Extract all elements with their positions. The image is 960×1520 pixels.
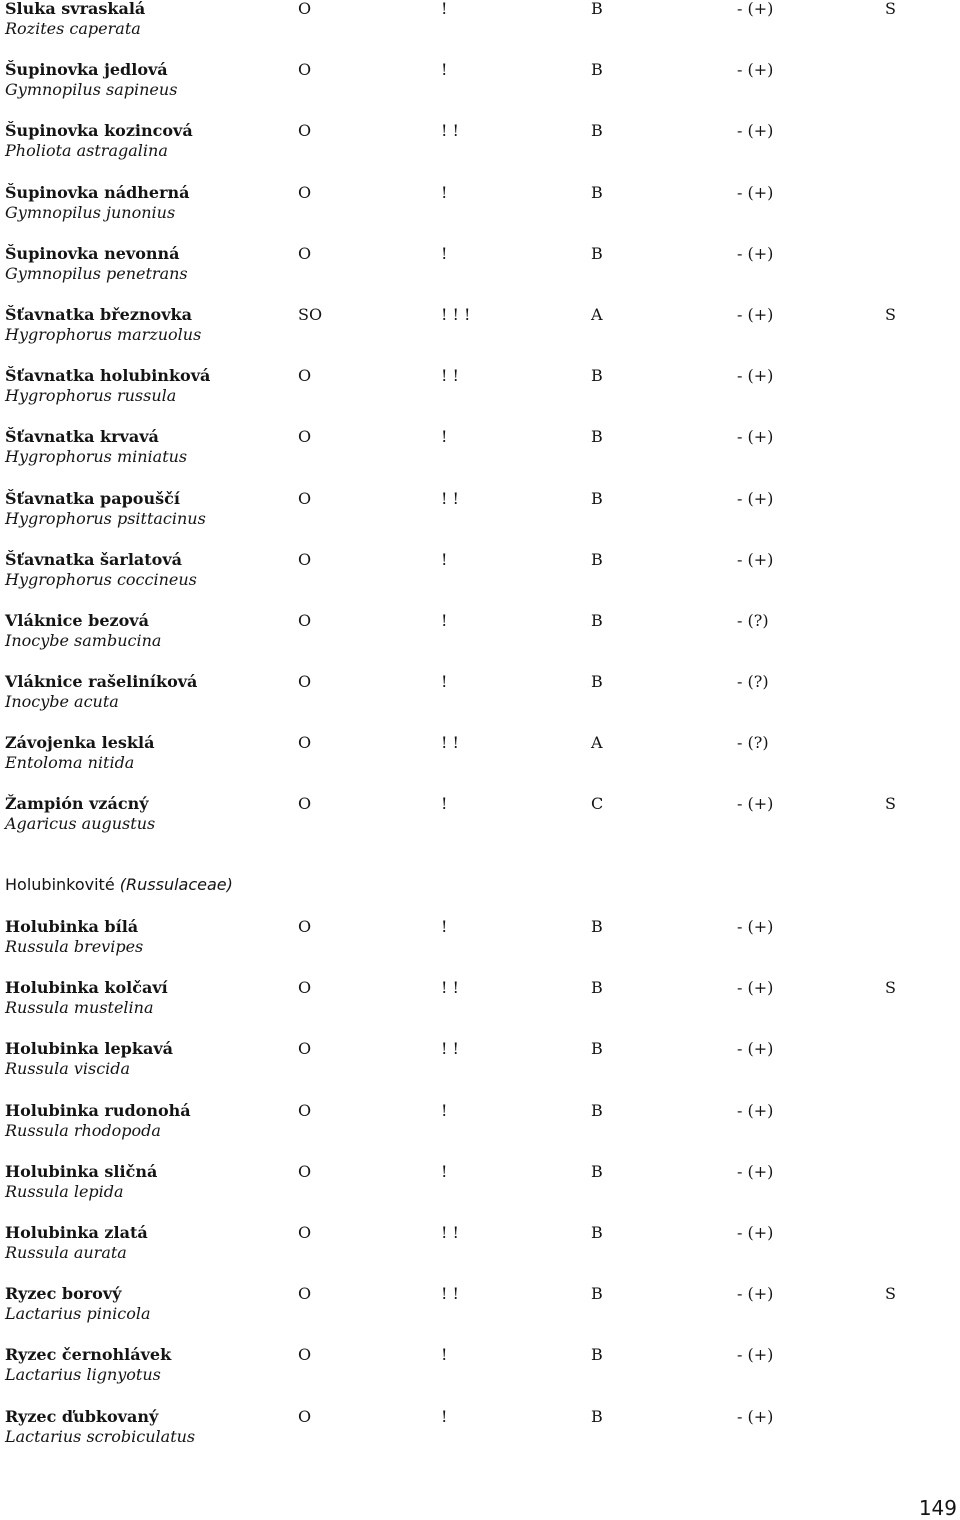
- species-entry: [0, 122, 960, 183]
- status-code: O: [298, 1039, 312, 1059]
- czech-name: Šupinovka nádherná: [5, 182, 190, 202]
- species-entry: [0, 612, 960, 673]
- status-code: O: [298, 917, 312, 936]
- czech-name: Závojenka lesklá: [5, 733, 155, 753]
- latin-name: Lactarius lignyotus: [5, 1365, 161, 1385]
- importance-marks: ! !: [441, 978, 459, 998]
- trend-code: - (+): [737, 488, 774, 508]
- category-code: B: [591, 672, 603, 692]
- flag-code: S: [885, 794, 896, 814]
- species-entry: [0, 1102, 960, 1163]
- latin-name: Russula lepida: [5, 1181, 124, 1201]
- status-code: O: [298, 488, 312, 508]
- status-code: O: [298, 366, 312, 386]
- czech-name: Holubinka sličná: [5, 1161, 158, 1181]
- status-code: O: [298, 733, 312, 753]
- czech-name: Šupinovka kozincová: [5, 121, 193, 141]
- latin-name: Hygrophorus psittacinus: [5, 508, 206, 528]
- flag-code: S: [885, 978, 896, 998]
- latin-name: Hygrophorus marzuolus: [5, 324, 202, 344]
- latin-name: Gymnopilus junonius: [5, 202, 176, 222]
- section-heading-family: (Russulaceae): [119, 875, 233, 894]
- latin-name: Gymnopilus penetrans: [5, 263, 188, 283]
- latin-name: Inocybe sambucina: [5, 630, 162, 650]
- trend-code: - (+): [737, 1222, 774, 1242]
- flag-code: S: [885, 0, 896, 18]
- flag-code: S: [885, 1284, 896, 1304]
- latin-name: Agaricus augustus: [5, 814, 156, 834]
- importance-marks: !: [441, 1100, 448, 1120]
- importance-marks: !: [441, 549, 448, 569]
- species-entry: [0, 673, 960, 734]
- category-code: B: [591, 182, 603, 202]
- status-code: O: [298, 427, 312, 447]
- status-code: O: [298, 121, 312, 141]
- trend-code: - (?): [737, 610, 769, 630]
- category-code: B: [591, 1039, 603, 1059]
- czech-name: Holubinka kolčaví: [5, 978, 168, 998]
- category-code: B: [591, 0, 603, 18]
- species-entry: [0, 795, 960, 856]
- status-code: O: [298, 243, 312, 263]
- importance-marks: !: [441, 427, 448, 447]
- trend-code: - (+): [737, 1406, 774, 1426]
- importance-marks: !: [441, 1406, 448, 1426]
- trend-code: - (+): [737, 304, 774, 324]
- status-code: O: [298, 794, 312, 814]
- latin-name: Hygrophorus coccineus: [5, 569, 197, 589]
- czech-name: Vláknice rašeliníková: [5, 672, 198, 692]
- czech-name: Šupinovka nevonná: [5, 243, 180, 263]
- trend-code: - (+): [737, 1284, 774, 1304]
- importance-marks: !: [441, 0, 448, 18]
- latin-name: Russula viscida: [5, 1059, 131, 1079]
- species-entry: [0, 306, 960, 367]
- species-entry: [0, 1224, 960, 1285]
- latin-name: Russula rhodopoda: [5, 1120, 161, 1140]
- importance-marks: !: [441, 794, 448, 814]
- category-code: B: [591, 978, 603, 998]
- species-entry: [0, 367, 960, 428]
- czech-name: Žampión vzácný: [5, 794, 149, 814]
- czech-name: Holubinka bílá: [5, 917, 139, 936]
- status-code: O: [298, 182, 312, 202]
- latin-name: Lactarius scrobiculatus: [5, 1426, 196, 1446]
- status-code: O: [298, 978, 312, 998]
- species-entry: [0, 1163, 960, 1224]
- species-entry: [0, 918, 960, 979]
- importance-marks: !: [441, 60, 448, 80]
- category-code: B: [591, 1406, 603, 1426]
- section-heading: [5, 875, 233, 895]
- latin-name: Pholiota astragalina: [5, 141, 168, 161]
- category-code: B: [591, 1161, 603, 1181]
- czech-name: Holubinka zlatá: [5, 1222, 148, 1242]
- species-entry: [0, 1408, 960, 1469]
- species-entry: [0, 490, 960, 551]
- latin-name: Hygrophorus russula: [5, 386, 177, 406]
- czech-name: Šťavnatka březnovka: [5, 304, 192, 324]
- importance-marks: ! !: [441, 1284, 459, 1304]
- latin-name: Russula brevipes: [5, 937, 144, 956]
- trend-code: - (+): [737, 0, 774, 18]
- category-code: B: [591, 549, 603, 569]
- category-code: A: [591, 733, 603, 753]
- czech-name: Holubinka lepkavá: [5, 1039, 173, 1059]
- latin-name: Entoloma nitida: [5, 753, 135, 773]
- czech-name: Holubinka rudonohá: [5, 1100, 191, 1120]
- status-code: SO: [298, 304, 323, 324]
- latin-name: Hygrophorus miniatus: [5, 447, 188, 467]
- species-entry: [0, 551, 960, 612]
- trend-code: - (+): [737, 427, 774, 447]
- category-code: B: [591, 1222, 603, 1242]
- importance-marks: !: [441, 243, 448, 263]
- category-code: B: [591, 610, 603, 630]
- category-code: B: [591, 366, 603, 386]
- latin-name: Inocybe acuta: [5, 692, 119, 712]
- status-code: O: [298, 672, 312, 692]
- trend-code: - (+): [737, 978, 774, 998]
- category-code: B: [591, 243, 603, 263]
- czech-name: Šťavnatka krvavá: [5, 427, 159, 447]
- latin-name: Gymnopilus sapineus: [5, 80, 178, 100]
- species-list-bottom: [0, 918, 960, 1469]
- species-entry: [0, 61, 960, 122]
- czech-name: Šťavnatka papouščí: [5, 488, 180, 508]
- importance-marks: ! ! !: [441, 304, 471, 324]
- species-entry: [0, 1346, 960, 1407]
- importance-marks: ! !: [441, 733, 459, 753]
- category-code: A: [591, 304, 603, 324]
- trend-code: - (?): [737, 733, 769, 753]
- category-code: B: [591, 488, 603, 508]
- category-code: B: [591, 1345, 603, 1365]
- species-entry: [0, 1285, 960, 1346]
- page-number: 149: [918, 1496, 957, 1520]
- czech-name: Ryzec borový: [5, 1284, 122, 1304]
- status-code: O: [298, 549, 312, 569]
- trend-code: - (+): [737, 60, 774, 80]
- trend-code: - (+): [737, 1100, 774, 1120]
- trend-code: - (?): [737, 672, 769, 692]
- status-code: O: [298, 1100, 312, 1120]
- category-code: B: [591, 917, 603, 936]
- species-entry: [0, 0, 960, 61]
- category-code: B: [591, 121, 603, 141]
- czech-name: Ryzec ďubkovaný: [5, 1406, 159, 1426]
- species-entry: [0, 1040, 960, 1101]
- importance-marks: ! !: [441, 488, 459, 508]
- latin-name: Russula aurata: [5, 1242, 127, 1262]
- trend-code: - (+): [737, 182, 774, 202]
- status-code: O: [298, 1406, 312, 1426]
- trend-code: - (+): [737, 1039, 774, 1059]
- category-code: B: [591, 1100, 603, 1120]
- czech-name: Šťavnatka šarlatová: [5, 549, 182, 569]
- category-code: C: [591, 794, 604, 814]
- species-entry: [0, 245, 960, 306]
- czech-name: Ryzec černohlávek: [5, 1345, 172, 1365]
- importance-marks: !: [441, 917, 448, 936]
- importance-marks: ! !: [441, 121, 459, 141]
- importance-marks: !: [441, 182, 448, 202]
- species-entry: [0, 734, 960, 795]
- czech-name: Šupinovka jedlová: [5, 60, 168, 80]
- czech-name: Vláknice bezová: [5, 610, 149, 630]
- status-code: O: [298, 1161, 312, 1181]
- category-code: B: [591, 1284, 603, 1304]
- latin-name: Rozites caperata: [5, 19, 141, 38]
- status-code: O: [298, 0, 312, 18]
- flag-code: S: [885, 304, 896, 324]
- species-entry: [0, 979, 960, 1040]
- importance-marks: !: [441, 1161, 448, 1181]
- status-code: O: [298, 1284, 312, 1304]
- category-code: B: [591, 427, 603, 447]
- trend-code: - (+): [737, 366, 774, 386]
- importance-marks: !: [441, 610, 448, 630]
- czech-name: Sluka svraskalá: [5, 0, 146, 18]
- species-entry: [0, 428, 960, 489]
- importance-marks: ! !: [441, 366, 459, 386]
- trend-code: - (+): [737, 917, 774, 936]
- status-code: O: [298, 1222, 312, 1242]
- trend-code: - (+): [737, 794, 774, 814]
- importance-marks: ! !: [441, 1039, 459, 1059]
- trend-code: - (+): [737, 549, 774, 569]
- czech-name: Šťavnatka holubinková: [5, 366, 211, 386]
- importance-marks: !: [441, 1345, 448, 1365]
- species-entry: [0, 184, 960, 245]
- status-code: O: [298, 610, 312, 630]
- trend-code: - (+): [737, 243, 774, 263]
- importance-marks: ! !: [441, 1222, 459, 1242]
- trend-code: - (+): [737, 1161, 774, 1181]
- status-code: O: [298, 1345, 312, 1365]
- status-code: O: [298, 60, 312, 80]
- latin-name: Lactarius pinicola: [5, 1304, 151, 1324]
- category-code: B: [591, 60, 603, 80]
- section-heading-name: Holubinkovité: [5, 875, 115, 894]
- trend-code: - (+): [737, 1345, 774, 1365]
- importance-marks: !: [441, 672, 448, 692]
- trend-code: - (+): [737, 121, 774, 141]
- latin-name: Russula mustelina: [5, 998, 154, 1018]
